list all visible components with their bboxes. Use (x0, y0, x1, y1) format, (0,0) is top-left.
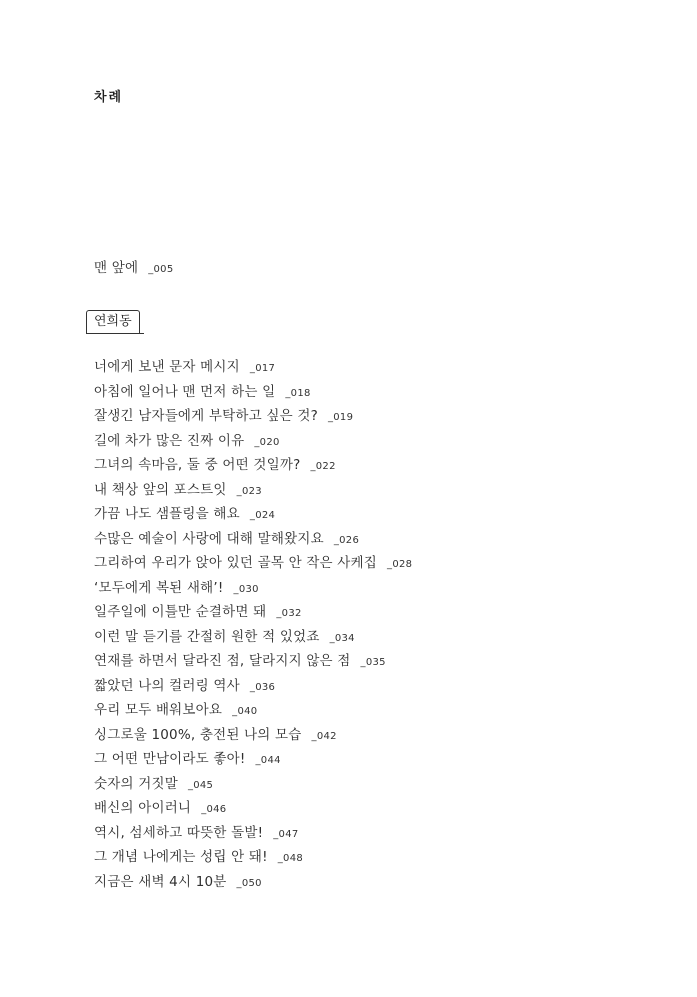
toc-entry (94, 554, 412, 574)
entry-page-number: _040 (232, 706, 258, 717)
entry-title: ‘모두에게 복된 새해’! (94, 579, 224, 596)
entry-page-number: _023 (236, 485, 262, 497)
entry-title: 배신의 아이러니 (94, 800, 192, 816)
entry-title: 아침에 일어나 맨 먼저 하는 일 (94, 383, 276, 400)
entry-title: 가끔 나도 샘플링을 해요 (94, 506, 240, 522)
entry-page-number: _050 (236, 877, 262, 889)
entry-page-number: _017 (249, 363, 276, 374)
toc-entry (94, 579, 259, 599)
entry-page-number: _022 (310, 461, 336, 472)
toc-entry (94, 481, 262, 501)
toc-entry (94, 530, 359, 550)
toc-entry (94, 750, 281, 770)
entry-page-number: _035 (360, 657, 386, 668)
entry-page-number: _026 (333, 534, 360, 546)
entry-title: 잘생긴 남자들에게 부탁하고 싶은 것? (94, 408, 318, 424)
entry-title: 숫자의 거짓말 (94, 775, 178, 792)
toc-entry (94, 775, 213, 795)
entry-page-number: _020 (254, 436, 280, 448)
entry-title: 내 책상 앞의 포스트잇 (94, 481, 227, 498)
entry-page-number: _046 (201, 804, 227, 815)
toc-entry (94, 505, 275, 525)
toc-entry (94, 824, 299, 844)
toc-entry (94, 873, 262, 893)
entry-page-number: _036 (249, 681, 276, 693)
entry-page-number: _044 (255, 755, 281, 766)
entry-page-number: _047 (273, 828, 299, 840)
section-tab: 연희동 (86, 310, 140, 333)
toc-entry (94, 383, 311, 403)
toc-entry (94, 652, 386, 672)
entry-title: 길에 차가 많은 진짜 이유 (94, 432, 245, 449)
toc-entry (94, 603, 302, 623)
toc-entry (94, 456, 336, 476)
toc-entry-intro (94, 259, 174, 279)
entry-title: 그 개념 나에게는 성립 안 돼! (94, 849, 268, 865)
entry-page-number: _018 (285, 387, 311, 399)
entry-page-number: _048 (277, 853, 304, 864)
entry-title: 그리하여 우리가 앉아 있던 골목 안 작은 사케집 (94, 555, 378, 571)
entry-title: 짧았던 나의 컬러링 역사 (94, 677, 240, 694)
page-title: 차례 (94, 90, 124, 105)
entry-page-number: _045 (187, 779, 214, 791)
section-divider (86, 333, 144, 334)
entry-page-number: _005 (148, 264, 174, 275)
entry-title: 지금은 새벽 4시 10분 (94, 873, 227, 890)
entry-title: 맨 앞에 (94, 260, 139, 276)
entry-page-number: _042 (311, 730, 337, 742)
toc-entry (94, 677, 275, 697)
entry-title: 싱그로울 100%, 충전된 나의 모습 (94, 726, 302, 743)
entry-title: 수많은 예술이 사랑에 대해 말해왔지요 (94, 530, 324, 547)
entry-page-number: _032 (276, 608, 302, 619)
toc-entry (94, 358, 275, 378)
entry-title: 일주일에 이틀만 순결하면 돼 (94, 604, 267, 620)
toc-entry (94, 432, 280, 452)
entry-page-number: _028 (387, 559, 413, 570)
toc-entry (94, 407, 353, 427)
entry-title: 이런 말 듣기를 간절히 원한 적 있었죠 (94, 628, 320, 645)
toc-entry (94, 628, 355, 648)
toc-entry (94, 701, 257, 721)
entry-title: 역시, 섬세하고 따뜻한 돌발! (94, 824, 264, 841)
toc-entry (94, 848, 303, 868)
entry-title: 우리 모두 배워보아요 (94, 702, 223, 718)
entry-title: 그 어떤 만남이라도 좋아! (94, 751, 246, 767)
toc-entry (94, 726, 337, 746)
entry-title: 그녀의 속마음, 둘 중 어떤 것일까? (94, 457, 301, 473)
entry-title: 연재를 하면서 달라진 점, 달라지지 않은 점 (94, 653, 351, 669)
toc-entry (94, 799, 226, 819)
entry-page-number: _024 (249, 510, 276, 521)
entry-page-number: _019 (327, 412, 354, 423)
entry-page-number: _034 (329, 632, 355, 644)
entry-page-number: _030 (233, 583, 259, 595)
entry-title: 너에게 보낸 문자 메시지 (94, 359, 240, 375)
